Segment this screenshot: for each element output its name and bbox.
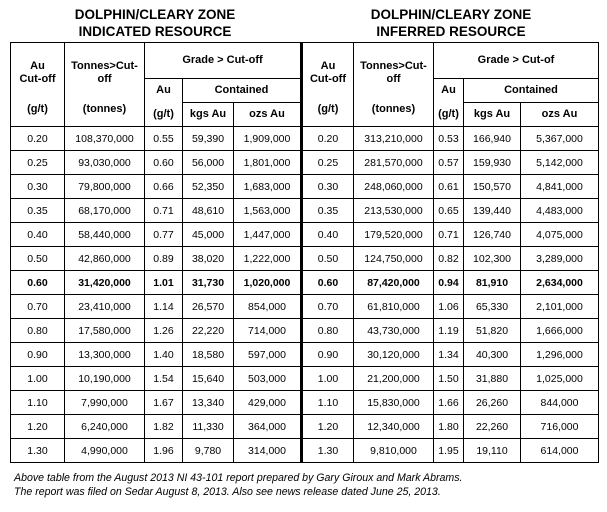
cutoff-header-line1: Au bbox=[30, 59, 45, 72]
tonnes-cell: 15,830,000 bbox=[354, 391, 434, 415]
au-grade-cell: 1.14 bbox=[145, 295, 183, 319]
cutoff-cell: 0.70 bbox=[302, 295, 354, 319]
kgs-au-cell: 38,020 bbox=[183, 247, 234, 271]
ozs-au-cell: 5,367,000 bbox=[521, 127, 599, 151]
kgs-au-cell: 52,350 bbox=[183, 175, 234, 199]
au-grade-cell: 1.66 bbox=[434, 391, 464, 415]
kgs-au-cell: 26,260 bbox=[464, 391, 521, 415]
cutoff-header bbox=[11, 43, 65, 103]
table-row bbox=[11, 247, 301, 271]
cutoff-unit: (g/t) bbox=[11, 103, 65, 127]
cutoff-cell: 0.20 bbox=[302, 127, 354, 151]
ozs-au-cell: 597,000 bbox=[234, 343, 301, 367]
kgs-au-cell: 31,730 bbox=[183, 271, 234, 295]
tonnes-cell: 31,420,000 bbox=[65, 271, 145, 295]
cutoff-cell: 0.35 bbox=[11, 199, 65, 223]
table-row bbox=[302, 127, 599, 151]
ozs-au-cell: 4,075,000 bbox=[521, 223, 599, 247]
ozs-au-cell: 2,634,000 bbox=[521, 271, 599, 295]
ozs-au-cell: 854,000 bbox=[234, 295, 301, 319]
ozs-au-cell: 714,000 bbox=[234, 319, 301, 343]
tonnes-cell: 108,370,000 bbox=[65, 127, 145, 151]
au-unit: (g/t) bbox=[145, 103, 183, 127]
ozs-au-cell: 2,101,000 bbox=[521, 295, 599, 319]
tonnes-header-line1: Tonnes>Cut- bbox=[360, 59, 427, 72]
tonnes-cell: 43,730,000 bbox=[354, 319, 434, 343]
au-grade-cell: 0.66 bbox=[145, 175, 183, 199]
au-grade-cell: 1.06 bbox=[434, 295, 464, 319]
ozs-au-cell: 314,000 bbox=[234, 439, 301, 463]
tonnes-cell: 13,300,000 bbox=[65, 343, 145, 367]
cutoff-cell: 0.25 bbox=[302, 151, 354, 175]
tonnes-cell: 9,810,000 bbox=[354, 439, 434, 463]
table-row bbox=[11, 223, 301, 247]
cutoff-unit: (g/t) bbox=[302, 103, 354, 127]
cutoff-cell: 1.20 bbox=[302, 415, 354, 439]
table-row bbox=[302, 415, 599, 439]
contained-header: Contained bbox=[183, 79, 301, 103]
table-row bbox=[11, 127, 301, 151]
tonnes-cell: 30,120,000 bbox=[354, 343, 434, 367]
kgs-au-cell: 15,640 bbox=[183, 367, 234, 391]
au-grade-cell: 0.65 bbox=[434, 199, 464, 223]
kgs-au-cell: 11,330 bbox=[183, 415, 234, 439]
kgs-au-cell: 102,300 bbox=[464, 247, 521, 271]
table-row bbox=[11, 295, 301, 319]
table-row bbox=[302, 295, 599, 319]
table-row bbox=[302, 151, 599, 175]
kgs-au-cell: 126,740 bbox=[464, 223, 521, 247]
ozs-au-cell: 5,142,000 bbox=[521, 151, 599, 175]
tonnes-cell: 10,190,000 bbox=[65, 367, 145, 391]
ozs-au-cell: 1,025,000 bbox=[521, 367, 599, 391]
indicated-title bbox=[10, 6, 300, 40]
table-row bbox=[11, 319, 301, 343]
kgs-au-cell: 139,440 bbox=[464, 199, 521, 223]
au-grade-cell: 1.82 bbox=[145, 415, 183, 439]
ozs-au-cell: 1,909,000 bbox=[234, 127, 301, 151]
tonnes-unit: (tonnes) bbox=[65, 103, 145, 127]
tonnes-cell: 7,990,000 bbox=[65, 391, 145, 415]
ozs-au-cell: 1,447,000 bbox=[234, 223, 301, 247]
cutoff-cell: 1.10 bbox=[302, 391, 354, 415]
ozs-au-cell: 844,000 bbox=[521, 391, 599, 415]
cutoff-cell: 0.20 bbox=[11, 127, 65, 151]
tonnes-cell: 68,170,000 bbox=[65, 199, 145, 223]
kgs-au-cell: 40,300 bbox=[464, 343, 521, 367]
ozs-au-cell: 1,020,000 bbox=[234, 271, 301, 295]
tonnes-cell: 42,860,000 bbox=[65, 247, 145, 271]
kgs-au-cell: 150,570 bbox=[464, 175, 521, 199]
ozs-au-cell: 1,563,000 bbox=[234, 199, 301, 223]
ozs-au-cell: 1,683,000 bbox=[234, 175, 301, 199]
tonnes-unit: (tonnes) bbox=[354, 103, 434, 127]
cutoff-cell: 1.30 bbox=[302, 439, 354, 463]
tonnes-header-line1: Tonnes>Cut- bbox=[71, 59, 138, 72]
inferred-resource-table bbox=[300, 42, 599, 463]
au-grade-cell: 1.54 bbox=[145, 367, 183, 391]
cutoff-cell: 0.30 bbox=[11, 175, 65, 199]
au-grade-cell: 0.57 bbox=[434, 151, 464, 175]
cutoff-header-line1: Au bbox=[320, 59, 336, 72]
cutoff-cell: 0.40 bbox=[302, 223, 354, 247]
table-row bbox=[302, 367, 599, 391]
ozs-au-cell: 1,666,000 bbox=[521, 319, 599, 343]
ozs-au-cell: 364,000 bbox=[234, 415, 301, 439]
ozs-au-cell: 4,841,000 bbox=[521, 175, 599, 199]
au-grade-cell: 1.34 bbox=[434, 343, 464, 367]
ozs-au-cell: 3,289,000 bbox=[521, 247, 599, 271]
table-row bbox=[11, 391, 301, 415]
table-row bbox=[11, 439, 301, 463]
cutoff-cell: 0.50 bbox=[302, 247, 354, 271]
inferred-title-line1: DOLPHIN/CLEARY ZONE bbox=[370, 7, 532, 22]
cutoff-cell: 0.60 bbox=[302, 271, 354, 295]
kgs-au-cell: 26,570 bbox=[183, 295, 234, 319]
table-row bbox=[302, 223, 599, 247]
table-row bbox=[11, 415, 301, 439]
au-grade-cell: 0.55 bbox=[145, 127, 183, 151]
au-header: Au bbox=[434, 79, 464, 103]
grade-header: Grade > Cut-off bbox=[145, 43, 301, 79]
au-grade-cell: 1.40 bbox=[145, 343, 183, 367]
kgs-au-cell: 45,000 bbox=[183, 223, 234, 247]
cutoff-cell: 0.80 bbox=[302, 319, 354, 343]
au-unit: (g/t) bbox=[434, 103, 464, 127]
kgs-header: kgs Au bbox=[464, 103, 521, 127]
kgs-header: kgs Au bbox=[183, 103, 234, 127]
tonnes-cell: 4,990,000 bbox=[65, 439, 145, 463]
table-row bbox=[302, 391, 599, 415]
au-grade-cell: 1.67 bbox=[145, 391, 183, 415]
cutoff-cell: 1.10 bbox=[11, 391, 65, 415]
tonnes-cell: 93,030,000 bbox=[65, 151, 145, 175]
kgs-au-cell: 81,910 bbox=[464, 271, 521, 295]
au-grade-cell: 1.80 bbox=[434, 415, 464, 439]
tonnes-cell: 6,240,000 bbox=[65, 415, 145, 439]
tonnes-cell: 179,520,000 bbox=[354, 223, 434, 247]
kgs-au-cell: 18,580 bbox=[183, 343, 234, 367]
tonnes-cell: 12,340,000 bbox=[354, 415, 434, 439]
au-grade-cell: 0.53 bbox=[434, 127, 464, 151]
cutoff-cell: 0.60 bbox=[11, 271, 65, 295]
tonnes-header-line2: off bbox=[386, 72, 401, 85]
tonnes-cell: 313,210,000 bbox=[354, 127, 434, 151]
footnote-line2: The report was filed on Sedar August 8, 2013. Also see news release dated June 25, 2013. bbox=[14, 486, 441, 498]
au-grade-cell: 1.26 bbox=[145, 319, 183, 343]
tonnes-header bbox=[65, 43, 145, 103]
table-row bbox=[302, 319, 599, 343]
cutoff-cell: 0.50 bbox=[11, 247, 65, 271]
ozs-header: ozs Au bbox=[234, 103, 301, 127]
table-row bbox=[11, 151, 301, 175]
grade-header: Grade > Cut-of bbox=[434, 43, 599, 79]
inferred-title-line2: INFERRED RESOURCE bbox=[376, 24, 526, 39]
au-grade-cell: 1.96 bbox=[145, 439, 183, 463]
indicated-title-line2: INDICATED RESOURCE bbox=[78, 24, 232, 39]
cutoff-cell: 0.90 bbox=[302, 343, 354, 367]
tonnes-cell: 87,420,000 bbox=[354, 271, 434, 295]
table-row bbox=[302, 271, 599, 295]
au-header: Au bbox=[145, 79, 183, 103]
table-row bbox=[11, 175, 301, 199]
ozs-au-cell: 1,296,000 bbox=[521, 343, 599, 367]
ozs-au-cell: 614,000 bbox=[521, 439, 599, 463]
table-row bbox=[302, 343, 599, 367]
cutoff-cell: 0.30 bbox=[302, 175, 354, 199]
kgs-au-cell: 51,820 bbox=[464, 319, 521, 343]
ozs-au-cell: 716,000 bbox=[521, 415, 599, 439]
au-grade-cell: 1.19 bbox=[434, 319, 464, 343]
au-grade-cell: 0.61 bbox=[434, 175, 464, 199]
ozs-au-cell: 1,801,000 bbox=[234, 151, 301, 175]
kgs-au-cell: 65,330 bbox=[464, 295, 521, 319]
au-grade-cell: 0.71 bbox=[145, 199, 183, 223]
ozs-au-cell: 4,483,000 bbox=[521, 199, 599, 223]
contained-header: Contained bbox=[464, 79, 599, 103]
ozs-header: ozs Au bbox=[521, 103, 599, 127]
cutoff-cell: 0.80 bbox=[11, 319, 65, 343]
kgs-au-cell: 22,260 bbox=[464, 415, 521, 439]
table-row bbox=[302, 175, 599, 199]
cutoff-cell: 0.70 bbox=[11, 295, 65, 319]
tonnes-cell: 17,580,000 bbox=[65, 319, 145, 343]
kgs-au-cell: 56,000 bbox=[183, 151, 234, 175]
cutoff-cell: 1.30 bbox=[11, 439, 65, 463]
kgs-au-cell: 22,220 bbox=[183, 319, 234, 343]
tonnes-cell: 248,060,000 bbox=[354, 175, 434, 199]
au-grade-cell: 1.50 bbox=[434, 367, 464, 391]
ozs-au-cell: 503,000 bbox=[234, 367, 301, 391]
au-grade-cell: 0.77 bbox=[145, 223, 183, 247]
kgs-au-cell: 166,940 bbox=[464, 127, 521, 151]
tonnes-cell: 281,570,000 bbox=[354, 151, 434, 175]
table-row bbox=[11, 199, 301, 223]
kgs-au-cell: 9,780 bbox=[183, 439, 234, 463]
au-grade-cell: 0.82 bbox=[434, 247, 464, 271]
au-grade-cell: 1.95 bbox=[434, 439, 464, 463]
cutoff-header-line2: Cut-off bbox=[19, 72, 56, 85]
cutoff-cell: 0.40 bbox=[11, 223, 65, 247]
table-row bbox=[302, 247, 599, 271]
tonnes-cell: 23,410,000 bbox=[65, 295, 145, 319]
tonnes-cell: 21,200,000 bbox=[354, 367, 434, 391]
table-row bbox=[11, 271, 301, 295]
footnote-line1: Above table from the August 2013 NI 43-101 report prepared by Gary Giroux and Mark Abrams. bbox=[14, 472, 463, 484]
kgs-au-cell: 31,880 bbox=[464, 367, 521, 391]
tonnes-cell: 61,810,000 bbox=[354, 295, 434, 319]
table-row bbox=[11, 367, 301, 391]
cutoff-cell: 0.90 bbox=[11, 343, 65, 367]
cutoff-header bbox=[302, 43, 354, 103]
cutoff-cell: 1.20 bbox=[11, 415, 65, 439]
cutoff-cell: 1.00 bbox=[302, 367, 354, 391]
tonnes-cell: 213,530,000 bbox=[354, 199, 434, 223]
inferred-title bbox=[305, 6, 597, 40]
tonnes-cell: 58,440,000 bbox=[65, 223, 145, 247]
tonnes-cell: 79,800,000 bbox=[65, 175, 145, 199]
indicated-title-line1: DOLPHIN/CLEARY ZONE bbox=[74, 7, 236, 22]
au-grade-cell: 0.60 bbox=[145, 151, 183, 175]
table-row bbox=[302, 199, 599, 223]
table-row bbox=[302, 439, 599, 463]
au-grade-cell: 0.71 bbox=[434, 223, 464, 247]
cutoff-cell: 0.35 bbox=[302, 199, 354, 223]
cutoff-header-line2: Cut-off bbox=[309, 72, 347, 85]
cutoff-cell: 1.00 bbox=[11, 367, 65, 391]
ozs-au-cell: 429,000 bbox=[234, 391, 301, 415]
au-grade-cell: 0.89 bbox=[145, 247, 183, 271]
kgs-au-cell: 159,930 bbox=[464, 151, 521, 175]
kgs-au-cell: 13,340 bbox=[183, 391, 234, 415]
kgs-au-cell: 48,610 bbox=[183, 199, 234, 223]
au-grade-cell: 1.01 bbox=[145, 271, 183, 295]
tonnes-header-line2: off bbox=[97, 72, 112, 85]
cutoff-cell: 0.25 bbox=[11, 151, 65, 175]
kgs-au-cell: 19,110 bbox=[464, 439, 521, 463]
tonnes-cell: 124,750,000 bbox=[354, 247, 434, 271]
tonnes-header bbox=[354, 43, 434, 103]
table-row bbox=[11, 343, 301, 367]
au-grade-cell: 0.94 bbox=[434, 271, 464, 295]
ozs-au-cell: 1,222,000 bbox=[234, 247, 301, 271]
indicated-resource-table bbox=[10, 42, 301, 463]
kgs-au-cell: 59,390 bbox=[183, 127, 234, 151]
